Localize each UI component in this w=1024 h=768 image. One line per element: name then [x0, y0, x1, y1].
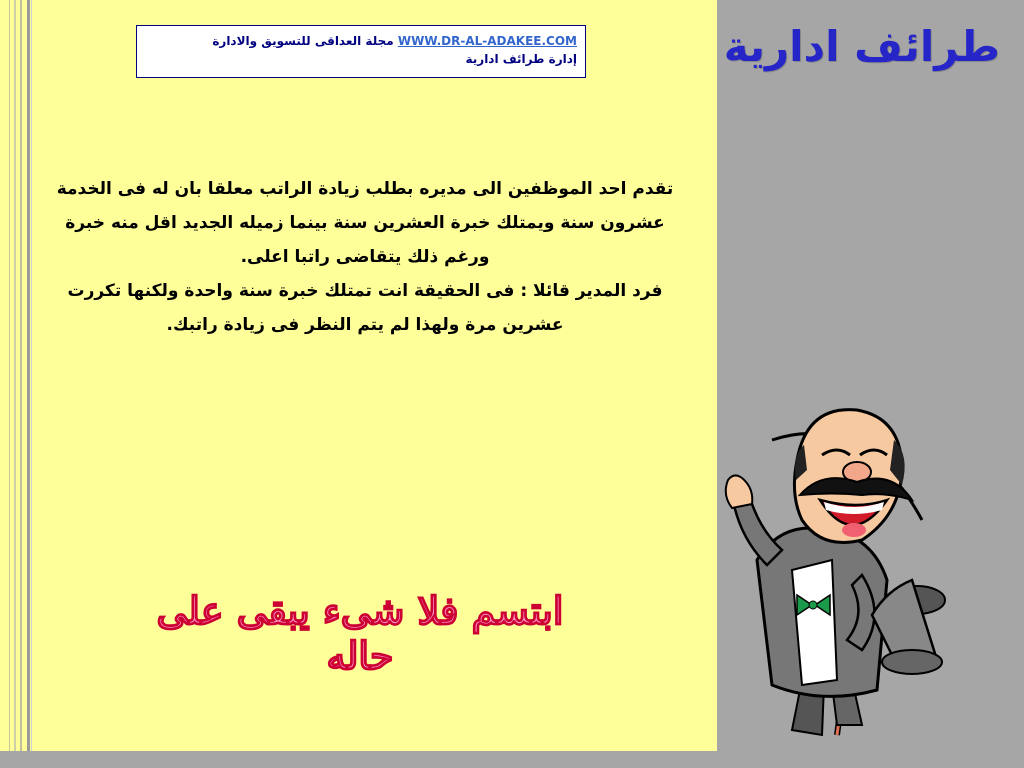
website-link[interactable]: WWW.DR-AL-ADAKEE.COM — [397, 34, 577, 48]
left-border-line-1 — [9, 0, 10, 751]
left-border-line-4 — [27, 0, 30, 751]
laughing-man-cartoon — [712, 400, 1024, 740]
bottom-strip — [0, 751, 1024, 768]
left-border-line-2 — [14, 0, 16, 751]
slogan-wordart: ابتسم فلا شىء يبقى على حاله — [156, 588, 564, 678]
header-subtitle: إدارة طرائف ادارية — [465, 52, 577, 66]
page-title: طرائف ادارية — [723, 22, 1000, 71]
story-paragraph-1: تقدم احد الموظفين الى مديره بطلب زيادة الراتب معلقا بان له فى الخدمة عشرون سنة ويمتلك خبرة العشرين سنة بينما زميله الجديد اقل منه خبرة ورغم ذلك يتقاضى راتبا اعلى. — [56, 179, 674, 267]
header-box — [136, 25, 586, 78]
header-line-1 — [145, 32, 577, 50]
magazine-name: مجلة العداقى للتسويق والادارة — [212, 34, 394, 48]
left-border-line-5 — [31, 0, 32, 751]
story-paragraph-2: فرد المدير قائلا : فى الحقيقة انت تمتلك خبرة سنة واحدة ولكنها تكررت عشرين مرة ولهذا لم يتم النظر فى زيادة راتبك. — [67, 281, 663, 335]
left-border-line-3 — [20, 0, 22, 751]
story-text — [55, 172, 675, 342]
